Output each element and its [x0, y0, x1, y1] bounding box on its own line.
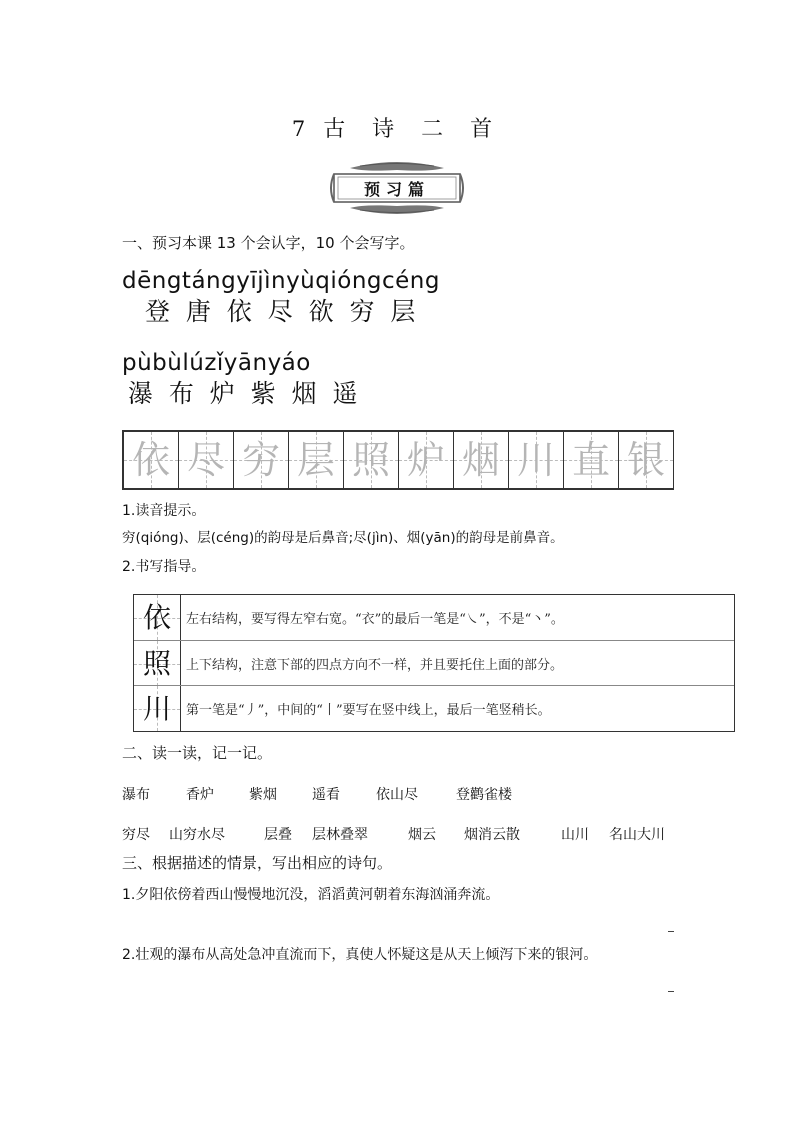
grid-char: 烟 — [461, 438, 500, 482]
answer-line[interactable] — [668, 931, 674, 932]
guide-text: 上下结构，注意下部的四点方向不一样，并且要托住上面的部分。 — [186, 658, 564, 673]
section1-heading: 一、预习本课 13 个会认字，10 个会写字。 — [122, 234, 415, 252]
grid-cell — [564, 432, 619, 488]
word: 烟消云散 — [464, 827, 520, 843]
guide-char-cell — [134, 641, 181, 686]
word: 登鹳雀楼 — [456, 787, 512, 803]
guide-char: 依 — [142, 601, 171, 634]
writing-guide-table — [133, 594, 735, 732]
grid-cell — [344, 432, 399, 488]
grid-cell — [289, 432, 344, 488]
writing-grid — [122, 430, 674, 490]
word: 烟云 — [408, 827, 436, 843]
pronunciation-heading: 1.读音提示。 — [122, 503, 206, 519]
grid-char: 银 — [626, 438, 665, 482]
grid-char: 照 — [351, 438, 390, 482]
guide-char: 川 — [142, 692, 171, 725]
word: 名山大川 — [609, 827, 665, 843]
guide-row — [134, 595, 734, 640]
grid-cell — [399, 432, 454, 488]
word-list-row-1 — [0, 784, 794, 804]
word: 穷尽 — [122, 827, 150, 843]
grid-cell — [454, 432, 509, 488]
word-list-row-2 — [0, 824, 794, 844]
grid-char: 尽 — [186, 438, 225, 482]
hanzi-row-2: 瀑 布 炉 紫 烟 遥 — [128, 379, 358, 408]
grid-char: 直 — [571, 438, 610, 482]
grid-cell — [619, 432, 674, 488]
word: 层叠 — [264, 827, 292, 843]
word: 依山尽 — [376, 787, 418, 803]
word: 山穷水尽 — [169, 827, 225, 843]
pinyin-row-2: pùbùlúzǐyānyáo — [122, 350, 311, 376]
pronunciation-text: 穷(qióng)、层(céng)的韵母是后鼻音;尽(jìn)、烟(yān)的韵母是前鼻音。 — [122, 530, 564, 546]
guide-char: 照 — [142, 647, 171, 680]
grid-char: 层 — [296, 438, 335, 482]
page-title — [0, 112, 794, 143]
grid-cell — [124, 432, 179, 488]
lesson-number: 7 — [291, 117, 306, 141]
answer-line[interactable] — [668, 991, 674, 992]
lesson-title: 古 诗 二 首 — [323, 117, 503, 142]
grid-char: 依 — [131, 438, 170, 482]
section3-heading: 三、根据描述的情景，写出相应的诗句。 — [122, 854, 393, 872]
word: 山川 — [561, 827, 589, 843]
word: 香炉 — [186, 787, 214, 803]
grid-char: 川 — [516, 438, 555, 482]
question-2: 2.壮观的瀑布从高处急冲直流而下，真使人怀疑这是从天上倾泻下来的银河。 — [122, 947, 598, 963]
grid-cell — [234, 432, 289, 488]
guide-text: 第一笔是“丿”，中间的“丨”要写在竖中线上，最后一笔竖稍长。 — [186, 703, 551, 718]
word: 遥看 — [312, 787, 340, 803]
guide-row — [134, 685, 734, 731]
word: 层林叠翠 — [312, 827, 368, 843]
grid-char: 穷 — [241, 438, 280, 482]
guide-char-cell — [134, 595, 181, 640]
grid-cell — [509, 432, 564, 488]
guide-row — [134, 640, 734, 686]
hanzi-row-1: 登 唐 依 尽 欲 穷 层 — [145, 297, 416, 326]
guide-text: 左右结构，要写得左窄右宽。“衣”的最后一笔是“㇏”，不是“丶”。 — [186, 612, 564, 627]
grid-char: 炉 — [406, 438, 445, 482]
writing-guide-heading: 2.书写指导。 — [122, 559, 206, 575]
question-1: 1.夕阳依傍着西山慢慢地沉没，滔滔黄河朝着东海汹涌奔流。 — [122, 887, 500, 903]
guide-char-cell — [134, 686, 181, 731]
banner-label: 预习篇 — [363, 180, 430, 199]
pinyin-row-1: dēngtángyījìnyùqióngcéng — [122, 268, 440, 294]
word: 紫烟 — [249, 787, 277, 803]
grid-cell — [179, 432, 234, 488]
section2-heading: 二、读一读，记一记。 — [122, 744, 273, 762]
word: 瀑布 — [122, 787, 150, 803]
